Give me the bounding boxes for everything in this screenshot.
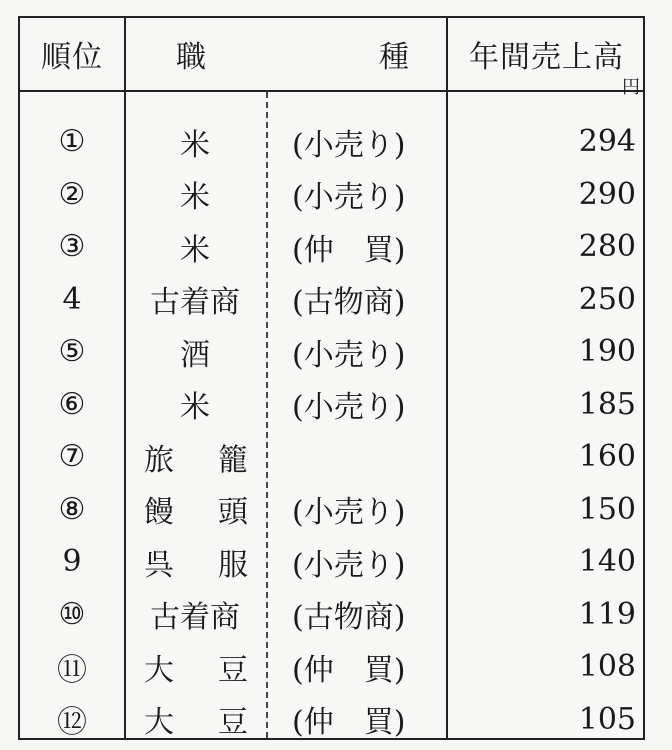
- job-text: 古着商: [150, 600, 240, 635]
- rank-cell: ③: [58, 229, 86, 264]
- table-row: [20, 483, 643, 536]
- sales-cell: 150: [578, 491, 636, 527]
- job-text: 酒: [180, 337, 210, 373]
- kind-cell: (小売り): [292, 547, 406, 583]
- rank-cell: ⑫: [57, 705, 87, 740]
- rank-cell: ①: [58, 124, 86, 159]
- header-divider: [20, 90, 643, 92]
- sales-cell: 185: [578, 386, 636, 422]
- job-cell: [124, 273, 266, 326]
- kind-cell: (古物商): [292, 285, 406, 320]
- table-row: [20, 588, 643, 641]
- sales-cell: 160: [578, 439, 636, 474]
- job-text: 籠: [218, 442, 248, 478]
- header-sales: 年間売上高: [469, 40, 624, 75]
- job-text: 大: [144, 652, 174, 688]
- rank-cell: ⑦: [58, 439, 86, 474]
- job-text: 米: [180, 232, 210, 268]
- kind-cell: (古物商): [292, 600, 406, 635]
- job-text: 大: [144, 705, 174, 740]
- unit-label: 円: [622, 77, 640, 98]
- header-job-right: 種: [379, 40, 410, 75]
- job-text: 米: [180, 127, 210, 163]
- sales-cell: 105: [578, 701, 636, 737]
- sales-cell: 190: [578, 334, 636, 369]
- kind-cell: (仲 買): [292, 232, 406, 268]
- rank-cell: ⑤: [58, 334, 86, 369]
- job-cell: [124, 693, 266, 746]
- job-text: 呉: [144, 547, 174, 583]
- sales-cell: 250: [578, 281, 636, 317]
- rank-cell: ⑧: [58, 491, 86, 527]
- job-text: 古着商: [150, 285, 240, 320]
- job-text: 豆: [218, 652, 248, 688]
- sales-cell: 294: [578, 124, 636, 159]
- job-cell: [124, 378, 266, 431]
- kind-cell: [286, 430, 446, 483]
- sales-cell: 140: [578, 544, 636, 579]
- kind-cell: (小売り): [292, 495, 406, 530]
- rank-cell: ②: [58, 176, 86, 212]
- job-text: 米: [180, 390, 210, 425]
- sales-ranking-table: [18, 16, 645, 740]
- job-cell: [124, 325, 266, 378]
- table-row: [20, 168, 643, 221]
- kind-cell: (仲 買): [292, 652, 406, 688]
- sales-cell: 119: [578, 596, 636, 632]
- sales-cell: 290: [578, 176, 636, 212]
- job-cell: [124, 430, 266, 483]
- table-row: [20, 378, 643, 431]
- job-text: 米: [180, 180, 210, 215]
- job-cell: [124, 168, 266, 221]
- kind-cell: (仲 買): [292, 705, 406, 740]
- rank-cell: 4: [62, 281, 82, 317]
- job-text: 旅: [144, 442, 174, 478]
- job-cell: [124, 640, 266, 693]
- table-row: [20, 640, 643, 693]
- header-job: [124, 18, 446, 90]
- header-job-left: 職: [176, 40, 207, 75]
- table-row: [20, 220, 643, 273]
- kind-cell: (小売り): [292, 180, 406, 215]
- kind-cell: (小売り): [292, 390, 406, 425]
- table-row: [20, 115, 643, 168]
- sales-cell: 280: [578, 229, 636, 264]
- table-row: [20, 325, 643, 378]
- job-text: 豆: [218, 705, 248, 740]
- job-cell: [124, 535, 266, 588]
- table-row: [20, 535, 643, 588]
- job-text: 頭: [218, 495, 248, 530]
- job-text: 饅: [144, 495, 174, 530]
- rank-cell: ⑩: [58, 596, 86, 632]
- table-row: [20, 273, 643, 326]
- rank-cell: ⑥: [58, 386, 86, 422]
- kind-cell: (小売り): [292, 127, 406, 163]
- header-rank: 順位: [41, 40, 103, 75]
- job-cell: [124, 588, 266, 641]
- job-text: 服: [218, 547, 248, 583]
- job-cell: [124, 115, 266, 168]
- table-row: [20, 693, 643, 746]
- kind-cell: (小売り): [292, 337, 406, 373]
- job-cell: [124, 220, 266, 273]
- table-row: [20, 430, 643, 483]
- rank-cell: ⑪: [57, 652, 87, 688]
- rank-cell: 9: [62, 544, 82, 579]
- job-cell: [124, 483, 266, 536]
- sales-cell: 108: [578, 649, 636, 684]
